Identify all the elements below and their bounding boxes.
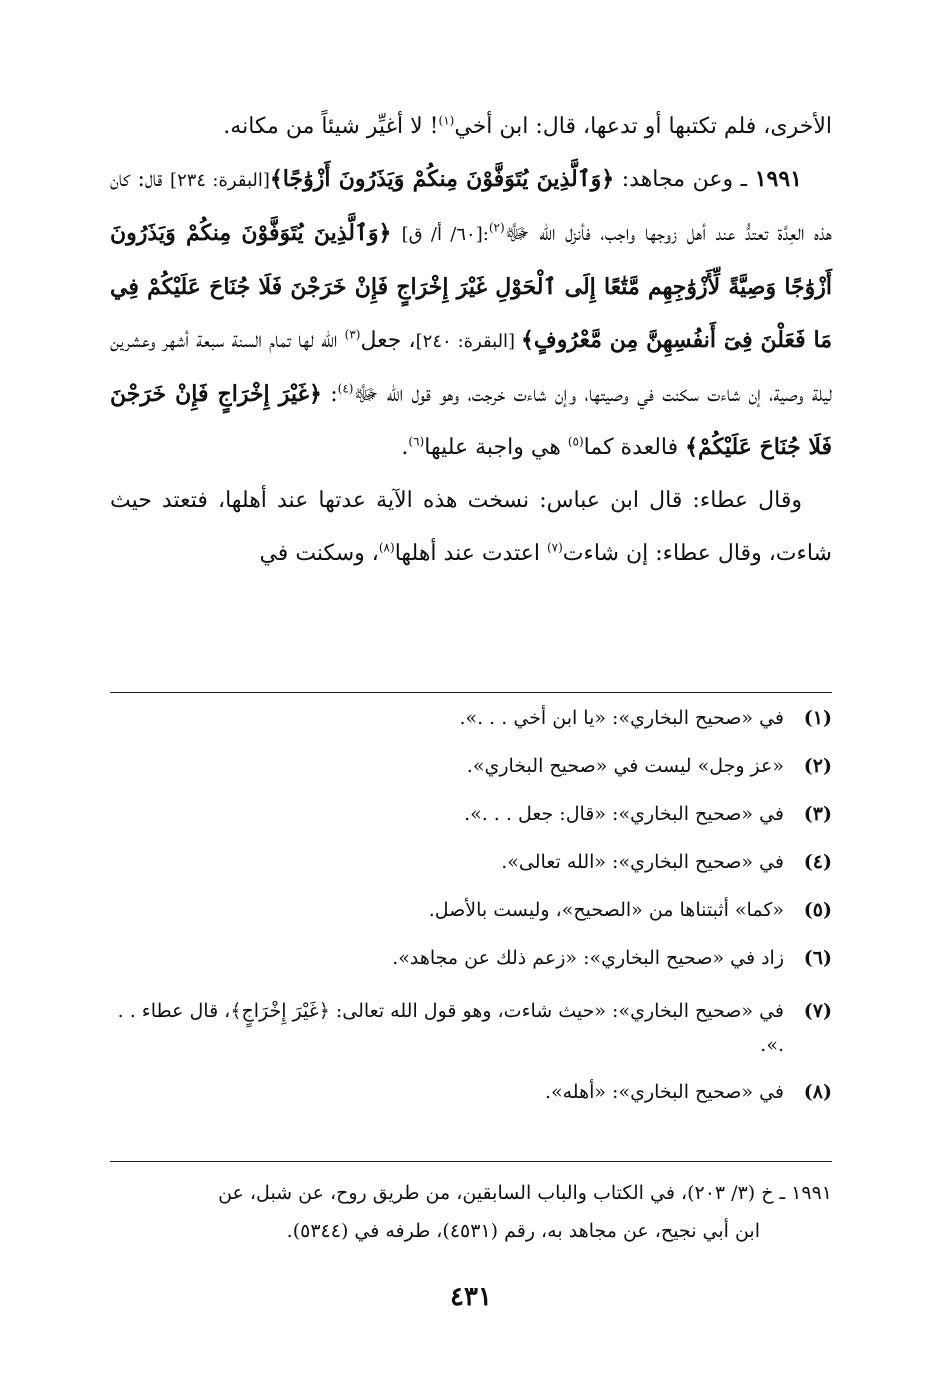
paragraph-3 bbox=[110, 474, 832, 580]
footnote-number: (٤) bbox=[803, 851, 832, 873]
text-segment: قال: كان هذه العِدَّة تعتدُّ عند أهل زوجها واجب، فأنزل الله ﷻ bbox=[110, 167, 832, 246]
footnote-ref-2[interactable]: (٢) bbox=[488, 220, 505, 235]
footnote-number: (٨) bbox=[803, 1081, 832, 1103]
footnote-number: (٦) bbox=[803, 947, 832, 969]
text-segment: اعتدت عند أهلها bbox=[394, 541, 547, 566]
footnote-divider bbox=[110, 692, 832, 693]
footnote bbox=[110, 754, 832, 778]
footnote bbox=[110, 706, 832, 730]
paragraph-1 bbox=[110, 100, 832, 153]
hadith-source-note bbox=[110, 1174, 832, 1250]
main-text bbox=[110, 100, 832, 580]
footnote-number: (٢) bbox=[803, 755, 832, 777]
source-line: ابن أبي نجيح، عن مجاهد به، رقم (٤٥٣١)، طرفه في (٥٣٤٤). bbox=[286, 1220, 760, 1242]
footnote-ref-4[interactable]: (٤) bbox=[337, 381, 354, 396]
footnote-text: في «صحيح البخاري»: «حيث شاءت، وهو قول الله تعالى: ﴿غَيْرَ إِخْرَاجٍ﴾، قال عطاء . . .». bbox=[117, 1000, 784, 1056]
footnote bbox=[110, 994, 832, 1062]
footnote bbox=[110, 946, 832, 970]
verse-reference: [البقرة: ٢٣٤] bbox=[170, 170, 270, 191]
footnote-ref-5[interactable]: (٥) bbox=[567, 434, 584, 449]
source-divider bbox=[110, 1161, 832, 1162]
hadith-number: ١٩٩١ bbox=[754, 166, 802, 192]
footnote-text: «كما» أثبتناها من «الصحيح»، وليست بالأصل. bbox=[428, 899, 784, 921]
text-segment: ، وسكنت في bbox=[259, 541, 379, 566]
text-segment: ـ وعن مجاهد: bbox=[614, 167, 755, 192]
footnote bbox=[110, 802, 832, 826]
text-segment: : bbox=[321, 382, 338, 407]
footnote-text: في «صحيح البخاري»: «قال: جعل . . .». bbox=[464, 803, 784, 825]
text-segment: الله لها تمام السنة سبعة أشهر وعشرين ليلة وصية، إن شاءت سكنت في وصيتها، وإن شاءت خرجت، وهو قول الله ﷻ bbox=[110, 328, 833, 407]
footnote-text: في «صحيح البخاري»: «أهله». bbox=[544, 1081, 784, 1103]
footnote-number: (٥) bbox=[803, 899, 832, 921]
text-segment: فالعدة كما bbox=[583, 435, 686, 460]
verse-reference: [البقرة: ٢٤٠] bbox=[415, 331, 521, 352]
footnotes bbox=[110, 706, 832, 1128]
page-number: ٤٣١ bbox=[450, 1282, 492, 1312]
footnote-number: (١) bbox=[803, 707, 832, 729]
footnote-text: في «صحيح البخاري»: «يا ابن أخي . . .». bbox=[459, 707, 784, 729]
footnote-ref-3[interactable]: (٣) bbox=[344, 327, 361, 342]
text-segment: هي واجبة عليها bbox=[424, 435, 568, 460]
text-segment: ، جعل bbox=[360, 328, 416, 353]
folio-marker: :[٦٠/ أ/ ق] bbox=[401, 224, 489, 245]
text-segment: . bbox=[401, 435, 409, 460]
footnote-text: زاد في «صحيح البخاري»: «زعم ذلك عن مجاهد». bbox=[392, 947, 784, 969]
source-line: ١٩٩١ ـ خ (٣/ ٢٠٣)، في الكتاب والباب السابقين، من طريق روح، عن شبل، عن bbox=[218, 1182, 832, 1204]
paragraph-hadith-1991 bbox=[110, 153, 832, 474]
quran-verse: ﴿غَيْرَ إِخْرَاجٍ فَإِنْ خَرَجْنَ فَلَا جُنَاحَ عَلَيْكُمْ﴾ bbox=[110, 381, 832, 460]
footnote-text: في «صحيح البخاري»: «الله تعالى». bbox=[501, 851, 784, 873]
footnote bbox=[110, 1080, 832, 1104]
text-segment: ! لا أغيِّر شيئاً من مكانه. bbox=[223, 114, 439, 139]
footnote-text: «عز وجل» ليست في «صحيح البخاري». bbox=[466, 755, 784, 777]
footnote-ref-7[interactable]: (٧) bbox=[546, 540, 563, 555]
text-segment: الأخرى، فلم تكتبها أو تدعها، قال: ابن أخي bbox=[454, 114, 832, 139]
quran-verse: ﴿وَٱلَّذِينَ يُتَوَفَّوْنَ مِنكُمْ وَيَذَرُونَ أَزْوَٰجًا﴾ bbox=[269, 166, 615, 192]
text-segment: وقال عطاء: قال ابن عباس: نسخت هذه الآية عدتها عند أهلها، فتعتد حيث شاءت، وقال عطاء: إن شاءت bbox=[110, 488, 832, 566]
footnote-ref-1[interactable]: (١) bbox=[438, 113, 455, 128]
footnote-ref-6[interactable]: (٦) bbox=[408, 434, 425, 449]
footnote bbox=[110, 850, 832, 874]
footnote bbox=[110, 898, 832, 922]
footnote-number: (٧) bbox=[803, 1000, 832, 1022]
footnote-ref-8[interactable]: (٨) bbox=[378, 540, 395, 555]
footnote-number: (٣) bbox=[803, 803, 832, 825]
quran-verse: ﴿وَٱلَّذِينَ يُتَوَفَّوْنَ مِنكُمْ وَيَذَرُونَ أَزْوَٰجًا وَصِيَّةً لِّأَزْوَٰجِهِم مَّتَٰعًا إِلَى ٱلْحَوْلِ غَيْرَ إِخْرَاجٍ فَإِنْ خَرَجْنَ فَلَا جُنَاحَ عَلَيْكُمْ فِي مَا فَعَلْنَ فِىٓ أَنفُسِهِنَّ مِن مَّعْرُوفٍ﴾ bbox=[110, 220, 833, 353]
